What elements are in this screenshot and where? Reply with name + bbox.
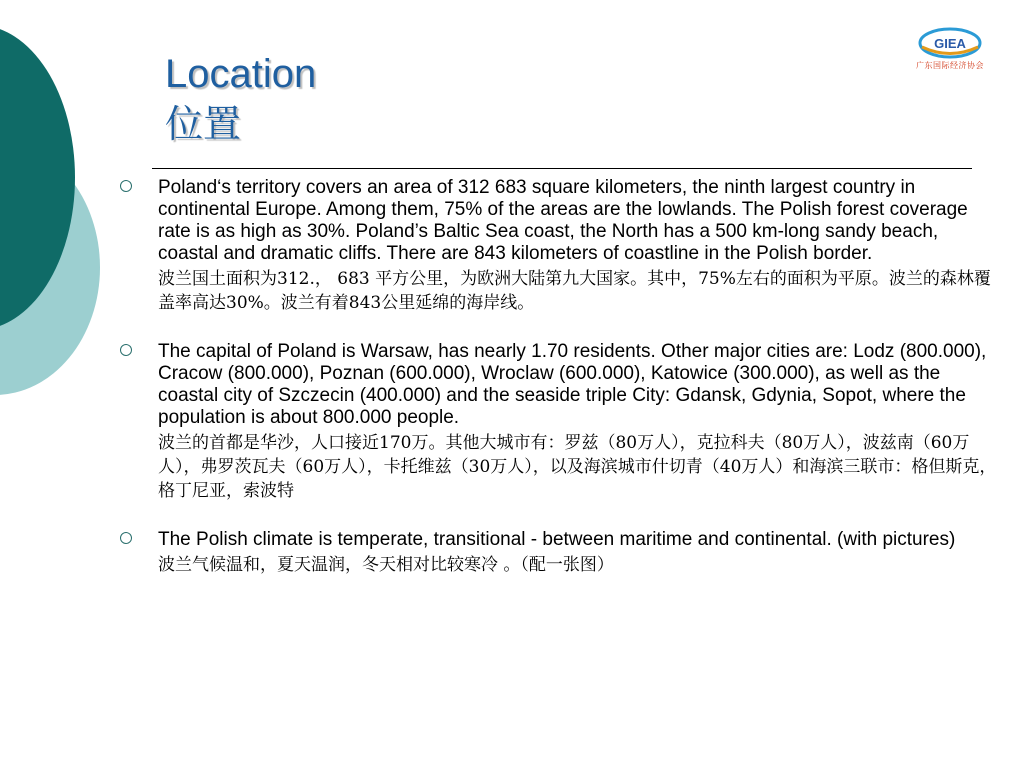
bullet-list — [118, 177, 998, 603]
giea-logo — [912, 26, 988, 72]
bullet-text-zh: 波兰气候温和，夏天温润，冬天相对比较寒冷 。（配一张图） — [158, 555, 614, 575]
circle-bullet-icon — [120, 344, 132, 356]
bullet-item-area — [118, 177, 998, 315]
bullet-text-zh: 波兰国土面积为312.， 683 平方公里，为欧洲大陆第九大国家。其中，75%左右的面积为平原。波兰的森林覆盖率高达30%。波兰有着843公里延绵的海岸线。 — [158, 269, 991, 313]
bullet-text-en: Poland‘s territory covers an area of 312 683 square kilometers, the ninth largest country in continental Europe. Among them, 75% of the areas are the lowlands. The Polish forest coverage rate is as high as 30%. Poland’s Baltic Sea coast, the North has a 500 km-long sandy beach, coastal and dramatic cliffs. There are 843 kilometers of coastline in the Polish border. — [158, 177, 968, 264]
circle-bullet-icon — [120, 532, 132, 544]
title-divider — [152, 168, 972, 169]
giea-logo-icon — [912, 26, 988, 62]
slide-subtitle: 位置 — [165, 102, 242, 146]
svg-text:GIEA: GIEA — [934, 36, 966, 51]
slide-title: Location — [165, 52, 317, 96]
slide-title-block — [165, 50, 316, 150]
logo-caption: 广东国际经济协会 — [916, 61, 984, 70]
bullet-item-cities — [118, 341, 998, 503]
bullet-item-climate — [118, 529, 998, 577]
bullet-text-en: The Polish climate is temperate, transitional - between maritime and continental. (with pictures) — [158, 529, 956, 550]
bullet-text-en: The capital of Poland is Warsaw, has nearly 1.70 residents. Other major cities are: Lodz (800.000), Cracow (800.000), Poznan (600.000), Wroclaw (600.000), Katowice (300.000), as well as the coastal city of Szczecin (400.000) and the seaside triple City: Gdansk, Gdynia, Sopot, where the population is about 800.000 people. — [158, 341, 987, 428]
bullet-text-zh: 波兰的首都是华沙，人口接近170万。其他大城市有：罗兹（80万人），克拉科夫（80万人），波兹南（60万人），弗罗茨瓦夫（60万人），卡托维兹（30万人），以及海滨城市什切青（40万人）和海滨三联市：格但斯克，格丁尼亚，索波特 — [158, 433, 997, 501]
circle-bullet-icon — [120, 180, 132, 192]
